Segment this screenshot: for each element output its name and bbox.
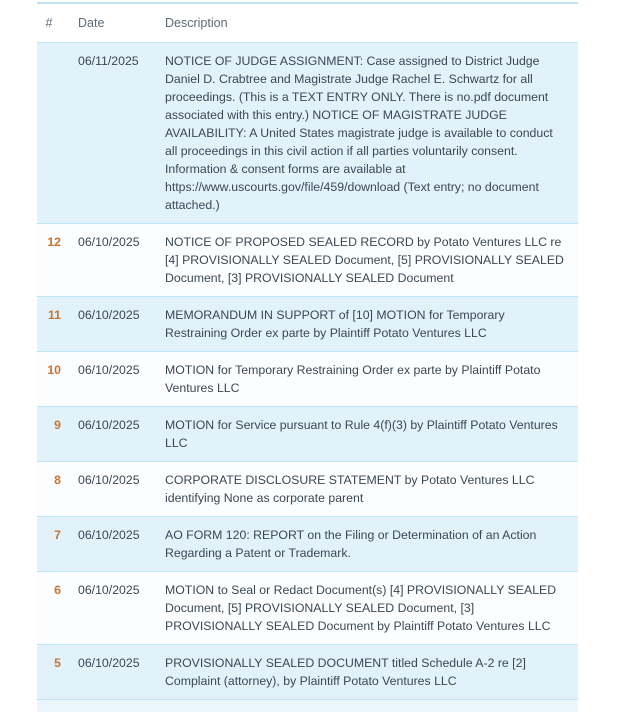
docket-entry-date: 06/10/2025 bbox=[78, 656, 140, 670]
docket-entry-date: 06/10/2025 bbox=[78, 583, 140, 597]
docket-row[interactable] bbox=[37, 462, 578, 517]
docket-row[interactable] bbox=[37, 297, 578, 352]
docket-row[interactable] bbox=[37, 43, 578, 224]
docket-entry-date: 06/11/2025 bbox=[78, 54, 139, 68]
docket-entry-description: NOTICE OF JUDGE ASSIGNMENT: Case assigned to District Judge Daniel D. Crabtree and Magistrate Judge Rachel E. Schwartz for all proceedings. (This is a TEXT ENTRY ONLY. There is no.pdf document associated with this entry.) NOTICE OF MAGISTRATE JUDGE AVAILABILITY: A United States magistrate judge is available to conduct all proceedings in this civil action if all parties voluntarily consent. Information & consent forms are available at https://www.uscourts.gov/file/459/download (Text entry; no document attached.) bbox=[165, 54, 553, 212]
table-header-row bbox=[37, 4, 578, 43]
docket-entry-date: 06/10/2025 bbox=[78, 363, 140, 377]
docket-entry-number-link[interactable]: 11 bbox=[48, 308, 61, 322]
docket-entry-number-link[interactable]: 6 bbox=[54, 583, 61, 597]
docket-entry-date: 06/10/2025 bbox=[78, 418, 140, 432]
docket-row[interactable] bbox=[37, 352, 578, 407]
docket-row[interactable] bbox=[37, 645, 578, 700]
docket-entry-description: MEMORANDUM IN SUPPORT of [10] MOTION for Temporary Restraining Order ex parte by Plaintiff Potato Ventures LLC bbox=[165, 308, 505, 340]
docket-entry-number-link[interactable]: 7 bbox=[54, 528, 61, 542]
docket-entry-date: 06/10/2025 bbox=[78, 528, 140, 542]
docket-entry-date: 06/10/2025 bbox=[78, 235, 140, 249]
docket-rows-container bbox=[37, 43, 578, 700]
column-header-description: Description bbox=[165, 16, 228, 30]
docket-entry-number-link[interactable]: 12 bbox=[47, 235, 61, 249]
column-header-date: Date bbox=[78, 16, 105, 30]
docket-entry-description: MOTION to Seal or Redact Document(s) [4] PROVISIONALLY SEALED Document, [5] PROVISIONALLY SEALED Document, [3] PROVISIONALLY SEALED Document by Plaintiff Potato Ventures LLC bbox=[165, 583, 557, 633]
partial-next-row bbox=[37, 700, 578, 712]
docket-entry-number-link[interactable]: 5 bbox=[54, 656, 61, 670]
docket-row[interactable] bbox=[37, 517, 578, 572]
docket-row[interactable] bbox=[37, 572, 578, 645]
docket-entry-description: CORPORATE DISCLOSURE STATEMENT by Potato Ventures LLC identifying None as corporate parent bbox=[165, 473, 535, 505]
docket-entry-description: MOTION for Service pursuant to Rule 4(f)(3) by Plaintiff Potato Ventures LLC bbox=[165, 418, 558, 450]
docket-entry-date: 06/10/2025 bbox=[78, 308, 140, 322]
docket-entry-description: PROVISIONALLY SEALED DOCUMENT titled Schedule A-2 re [2] Complaint (attorney), by Plaintiff Potato Ventures LLC bbox=[165, 656, 526, 688]
docket-row[interactable] bbox=[37, 407, 578, 462]
docket-entry-number-link[interactable]: 8 bbox=[54, 473, 61, 487]
docket-entry-number-link[interactable]: 10 bbox=[47, 363, 61, 377]
docket-table bbox=[37, 2, 578, 712]
docket-row[interactable] bbox=[37, 224, 578, 297]
docket-entry-description: AO FORM 120: REPORT on the Filing or Determination of an Action Regarding a Patent or Trademark. bbox=[165, 528, 537, 560]
docket-entry-number-link[interactable] bbox=[37, 52, 61, 214]
docket-entry-number-link[interactable]: 9 bbox=[54, 418, 61, 432]
docket-entry-date: 06/10/2025 bbox=[78, 473, 140, 487]
docket-entry-description: MOTION for Temporary Restraining Order ex parte by Plaintiff Potato Ventures LLC bbox=[165, 363, 541, 395]
column-header-number: # bbox=[45, 16, 53, 30]
docket-entry-description: NOTICE OF PROPOSED SEALED RECORD by Potato Ventures LLC re [4] PROVISIONALLY SEALED Document, [5] PROVISIONALLY SEALED Document, [3] PROVISIONALLY SEALED Document bbox=[165, 235, 564, 285]
